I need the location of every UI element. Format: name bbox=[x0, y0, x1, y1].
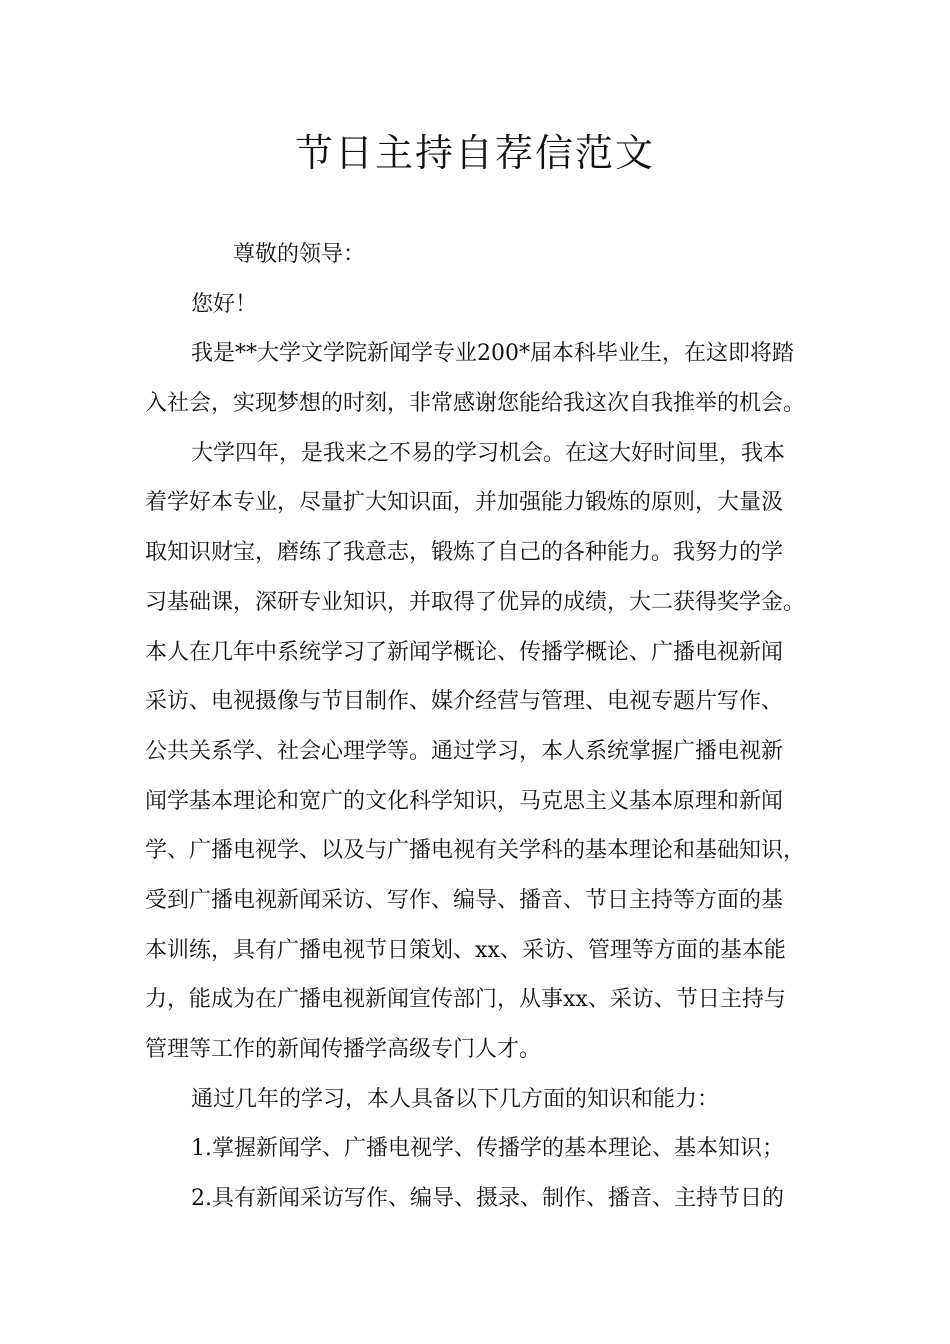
paragraph-line: 本人在几年中系统学习了新闻学概论、传播学概论、广播电视新闻 bbox=[145, 639, 784, 665]
paragraph-line: 受到广播电视新闻采访、写作、编导、播音、节日主持等方面的基 bbox=[145, 887, 784, 913]
list-item-line: 1.掌握新闻学、广播电视学、传播学的基本理论、基本知识； bbox=[191, 1136, 784, 1162]
paragraph-line: 通过几年的学习，本人具备以下几方面的知识和能力： bbox=[191, 1086, 720, 1112]
paragraph-line: 我是**大学文学院新闻学专业200*届本科毕业生，在这即将踏 bbox=[191, 341, 794, 367]
paragraph-line: 入社会，实现梦想的时刻，非常感谢您能给我这次自我推举的机会。 bbox=[145, 391, 806, 417]
paragraph-line: 本训练，具有广播电视节日策划、xx、采访、管理等方面的基本能 bbox=[145, 937, 786, 963]
salutation-line: 尊敬的领导： bbox=[233, 242, 366, 267]
paragraph-line: 取知识财宝，磨练了我意志，锻炼了自己的各种能力。我努力的学 bbox=[145, 540, 784, 566]
document-body bbox=[145, 230, 817, 1224]
greeting-line: 您好！ bbox=[191, 291, 258, 317]
list-item-line: 2.具有新闻采访写作、编导、摄录、制作、播音、主持节日的 bbox=[191, 1186, 784, 1212]
paragraph-line: 闻学基本理论和宽广的文化科学知识，马克思主义基本原理和新闻 bbox=[145, 788, 784, 814]
paragraph-line: 公共关系学、社会心理学等。通过学习，本人系统掌握广播电视新 bbox=[145, 738, 784, 764]
paragraph-line: 着学好本专业，尽量扩大知识面，并加强能力锻炼的原则，大量汲 bbox=[145, 490, 784, 516]
paragraph-line: 大学四年，是我来之不易的学习机会。在这大好时间里，我本 bbox=[191, 440, 786, 466]
paragraph-line: 管理等工作的新闻传播学高级专门人才。 bbox=[145, 1037, 542, 1062]
paragraph-line: 学、广播电视学、以及与广播电视有关学科的基本理论和基础知识， bbox=[145, 838, 806, 864]
paragraph-line: 采访、电视摄像与节目制作、媒介经营与管理、电视专题片写作、 bbox=[145, 689, 784, 715]
document-title: 节日主持自荐信范文 bbox=[294, 131, 655, 175]
paragraph-line: 习基础课，深研专业知识，并取得了优异的成绩，大二获得奖学金。 bbox=[145, 589, 806, 615]
paragraph-line: 力，能成为在广播电视新闻宣传部门，从事xx、采访、节日主持与 bbox=[145, 987, 786, 1013]
